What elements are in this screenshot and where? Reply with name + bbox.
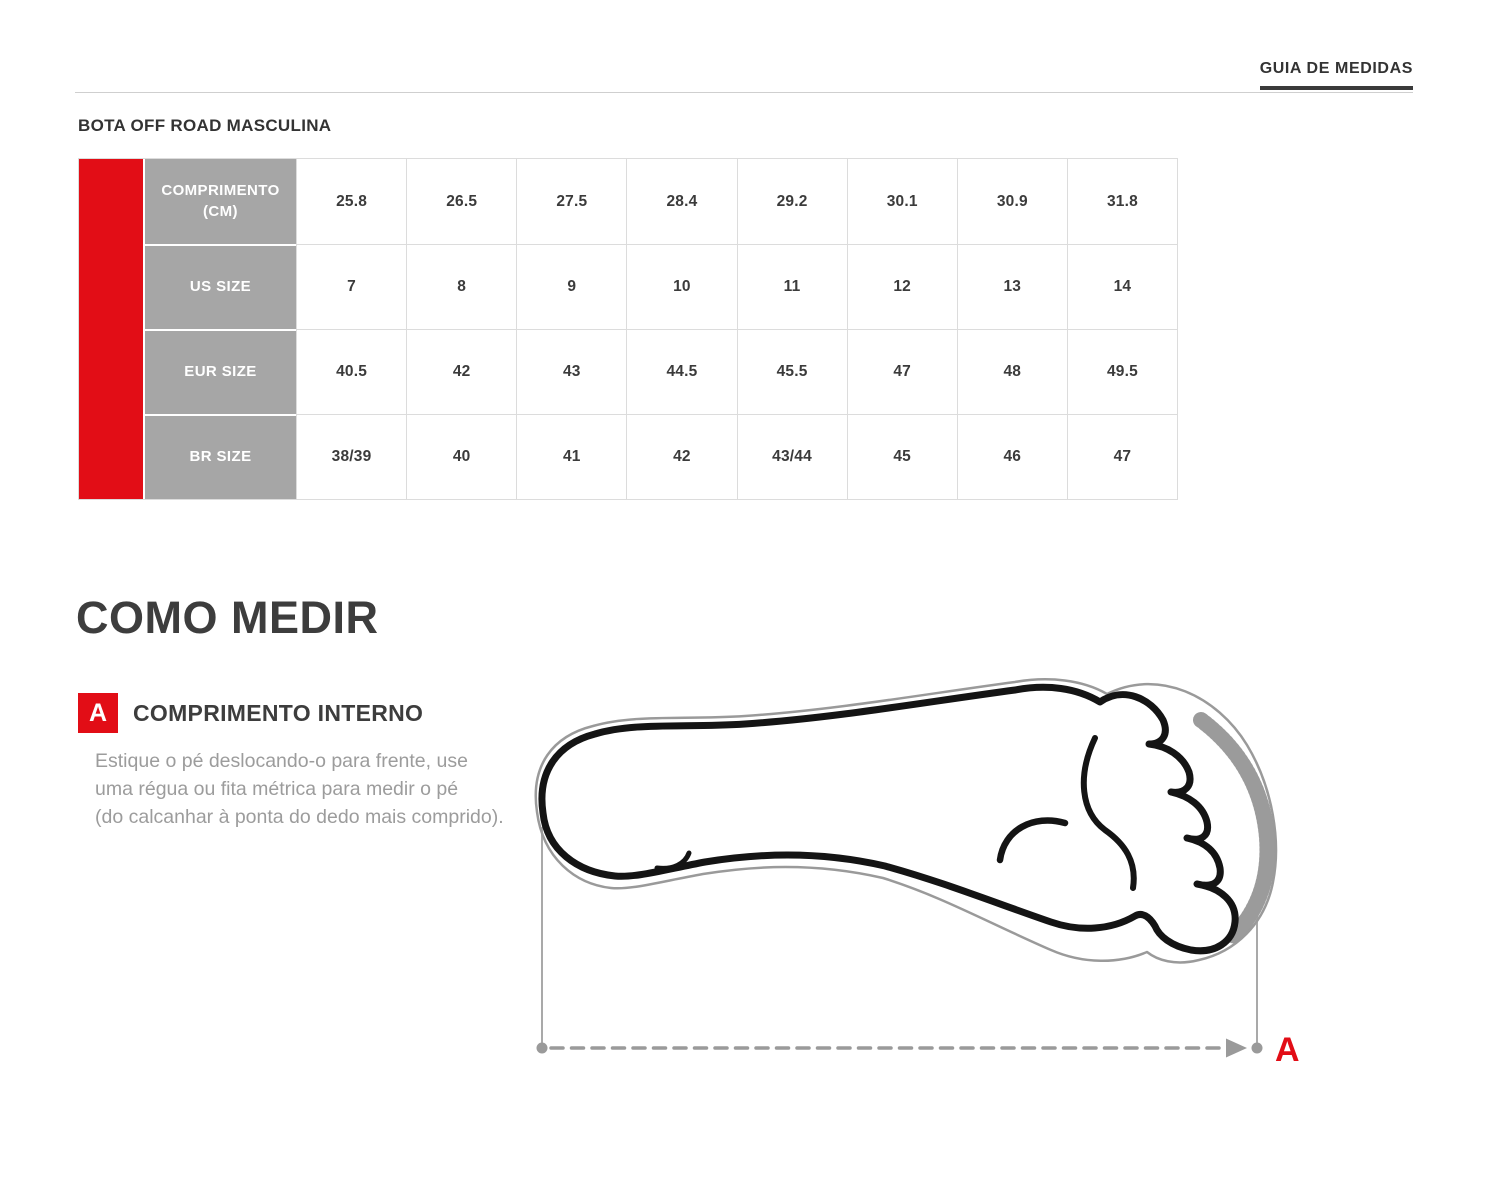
eur-size-value: 44.5 <box>626 329 736 414</box>
eur-size-value: 43 <box>516 329 626 414</box>
instruction-line: Estique o pé deslocando-o para frente, use <box>95 750 468 772</box>
us-size-value: 12 <box>847 244 957 329</box>
row-label-line: BR SIZE <box>189 448 252 466</box>
instruction-line: (do calcanhar à ponta do dedo mais comprido). <box>95 806 504 828</box>
foot-measurement-illustration <box>495 650 1335 1090</box>
eur-size-value: 40.5 <box>296 329 406 414</box>
eur-size-value: 42 <box>406 329 516 414</box>
row-label-line: COMPRIMENTO <box>161 182 280 200</box>
eur-size-value: 49.5 <box>1067 329 1177 414</box>
arrowhead-icon <box>1226 1039 1247 1058</box>
comprimento-value: 26.5 <box>406 159 516 244</box>
br-size-value: 42 <box>626 414 736 499</box>
size-table <box>78 158 1178 500</box>
br-size-value: 43/44 <box>737 414 847 499</box>
comprimento-value: 28.4 <box>626 159 736 244</box>
us-size-value: 10 <box>626 244 736 329</box>
br-size-value: 38/39 <box>296 414 406 499</box>
eur-size-value: 48 <box>957 329 1067 414</box>
comprimento-value: 27.5 <box>516 159 626 244</box>
comprimento-value: 30.1 <box>847 159 957 244</box>
foot-outline <box>542 687 1235 950</box>
row-label-br-size <box>143 414 296 499</box>
product-title: BOTA OFF ROAD MASCULINA <box>78 116 332 135</box>
comprimento-value: 29.2 <box>737 159 847 244</box>
guide-title: GUIA DE MEDIDAS <box>1260 60 1413 90</box>
measurement-dot-left <box>537 1043 548 1054</box>
row-label-line: EUR SIZE <box>184 363 257 381</box>
us-size-value: 7 <box>296 244 406 329</box>
row-label-eur-size <box>143 329 296 414</box>
br-size-value: 46 <box>957 414 1067 499</box>
br-size-value: 41 <box>516 414 626 499</box>
section-title: COMPRIMENTO INTERNO <box>133 699 424 726</box>
eur-size-value: 45.5 <box>737 329 847 414</box>
comprimento-value: 30.9 <box>957 159 1067 244</box>
comprimento-value: 31.8 <box>1067 159 1177 244</box>
measurement-dot-right <box>1252 1043 1263 1054</box>
us-size-value: 8 <box>406 244 516 329</box>
marker-a-badge: A <box>78 693 118 733</box>
how-to-measure-title: COMO MEDIR <box>76 592 379 643</box>
br-size-value: 45 <box>847 414 957 499</box>
section-comprimento-interno <box>78 693 423 733</box>
row-label-comprimento <box>143 159 296 244</box>
us-size-value: 9 <box>516 244 626 329</box>
br-size-value: 40 <box>406 414 516 499</box>
us-size-value: 11 <box>737 244 847 329</box>
br-size-value: 47 <box>1067 414 1177 499</box>
header-divider <box>75 92 1413 93</box>
eur-size-value: 47 <box>847 329 957 414</box>
table-accent-bar <box>79 159 143 499</box>
row-label-line: US SIZE <box>189 278 252 296</box>
row-label-us-size <box>143 244 296 329</box>
instruction-line: uma régua ou fita métrica para medir o pé <box>95 778 459 800</box>
us-size-value: 13 <box>957 244 1067 329</box>
measure-label-a: A <box>1275 1031 1300 1069</box>
us-size-value: 14 <box>1067 244 1177 329</box>
comprimento-value: 25.8 <box>296 159 406 244</box>
row-label-line: (CM) <box>203 202 238 220</box>
